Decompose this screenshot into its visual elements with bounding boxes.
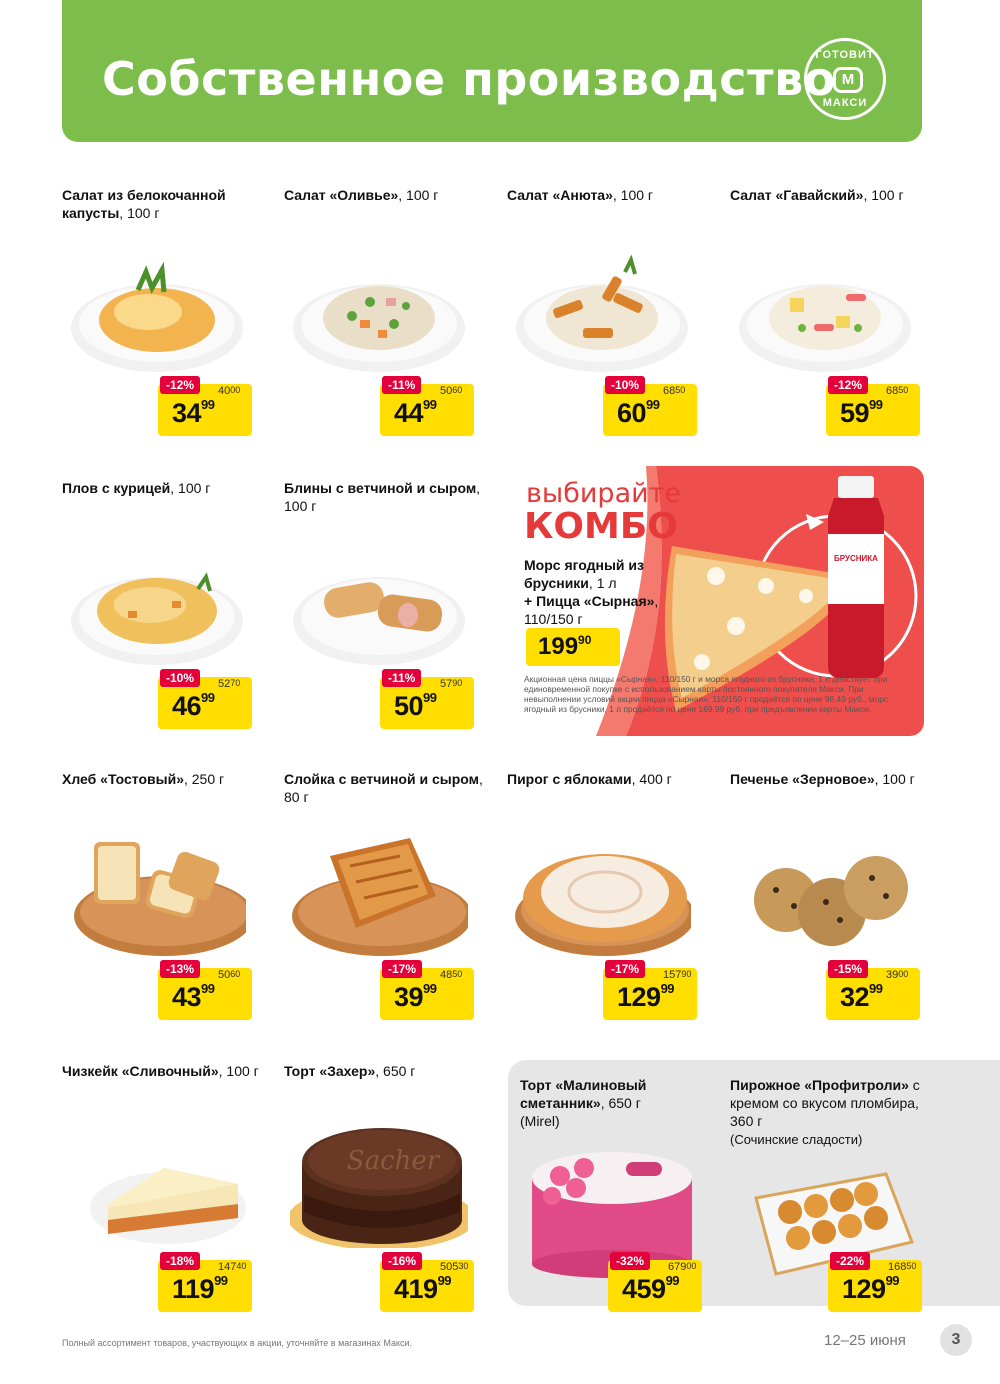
cake-inscription: Sacher <box>346 1146 440 1176</box>
cheesecake-icon <box>68 1108 246 1248</box>
price-tag <box>380 378 474 436</box>
salad-anyuta-icon <box>513 232 691 372</box>
promo-dates: 12–25 июня <box>824 1332 906 1349</box>
discount-badge: -22% <box>830 1252 870 1270</box>
apple-pie-icon <box>513 816 691 956</box>
combo-title-line2: КОМБО <box>524 506 678 547</box>
price-tag <box>603 378 697 436</box>
toast-bread-icon <box>68 816 246 956</box>
old-price: $50^{60}$ <box>218 969 241 981</box>
product-card[interactable] <box>507 186 717 456</box>
current-price: $44^{99}$ <box>394 397 437 428</box>
old-price: $157^{90}$ <box>663 969 692 981</box>
discount-badge: -11% <box>382 669 421 687</box>
product-name: Торт «Захер», 650 г <box>284 1063 416 1079</box>
discount-badge: -13% <box>160 960 200 978</box>
header-banner <box>62 0 922 142</box>
combo-price: $199^{90}$ <box>526 628 620 666</box>
current-price: $50^{99}$ <box>394 690 437 721</box>
old-price: $679^{00}$ <box>668 1261 697 1273</box>
price-tag <box>158 671 252 729</box>
product-name: Пирожное «Профитроли» с кремом со вкусом пломбира, 360 г (Сочинские сладости) <box>730 1077 920 1147</box>
footer-disclaimer: Полный ассортимент товаров, участвующих в акции, уточняйте в магазинах Макси. <box>62 1338 413 1348</box>
puff-pastry-icon <box>290 816 468 956</box>
product-card[interactable] <box>507 770 717 1040</box>
price-tag <box>826 962 920 1020</box>
product-name: Блины с ветчиной и сыром, 100 г <box>284 480 481 514</box>
product-card[interactable] <box>62 186 272 456</box>
price-tag <box>826 378 920 436</box>
price-tag <box>380 1254 474 1312</box>
old-price: $68^{50}$ <box>663 385 686 397</box>
salad-cabbage-icon <box>68 232 246 372</box>
logo-letter: M <box>833 67 863 93</box>
discount-badge: -10% <box>160 669 200 687</box>
old-price: $147^{40}$ <box>218 1261 247 1273</box>
page-title: Собственное производство <box>102 52 836 106</box>
current-price: $59^{99}$ <box>840 397 883 428</box>
discount-badge: -18% <box>160 1252 200 1270</box>
price-tag <box>828 1254 922 1312</box>
current-price: $43^{99}$ <box>172 981 215 1012</box>
discount-badge: -12% <box>828 376 868 394</box>
logo-text-top: ГОТОВИТ <box>815 49 875 61</box>
product-name: Салат из белокочанной капусты, 100 г <box>62 187 226 221</box>
old-price: $57^{90}$ <box>440 678 463 690</box>
old-price: $68^{50}$ <box>886 385 909 397</box>
sacher-cake-icon <box>290 1108 468 1248</box>
bottle-label: БРУСНИКА <box>834 554 878 563</box>
current-price: $459^{99}$ <box>622 1273 680 1304</box>
combo-offer-panel[interactable] <box>506 466 924 736</box>
old-price: $52^{70}$ <box>218 678 241 690</box>
product-name: Салат «Гавайский», 100 г <box>730 187 904 203</box>
product-card[interactable] <box>284 1062 494 1332</box>
old-price: $50^{60}$ <box>440 385 463 397</box>
old-price: $168^{50}$ <box>888 1261 917 1273</box>
current-price: $32^{99}$ <box>840 981 883 1012</box>
product-name: Салат «Оливье», 100 г <box>284 187 439 203</box>
discount-badge: -12% <box>160 376 200 394</box>
product-name: Слойка с ветчиной и сыром, 80 г <box>284 771 483 805</box>
old-price: $40^{00}$ <box>218 385 241 397</box>
product-card[interactable] <box>730 186 940 456</box>
product-name: Пирог с яблоками, 400 г <box>507 771 672 787</box>
pilaf-icon <box>68 525 246 665</box>
current-price: $129^{99}$ <box>842 1273 900 1304</box>
discount-badge: -11% <box>382 376 421 394</box>
price-tag <box>380 671 474 729</box>
product-card[interactable] <box>730 770 940 1040</box>
price-tag <box>158 1254 252 1312</box>
old-price: $39^{00}$ <box>886 969 909 981</box>
current-price: $119^{99}$ <box>172 1273 228 1304</box>
product-card[interactable] <box>62 770 272 1040</box>
current-price: $419^{99}$ <box>394 1273 452 1304</box>
product-name: Торт «Малиновый сметанник», 650 г (Mirel) <box>520 1077 647 1129</box>
current-price: $46^{99}$ <box>172 690 215 721</box>
current-price: $34^{99}$ <box>172 397 215 428</box>
discount-badge: -16% <box>382 1252 422 1270</box>
logo-text-bottom: МАКСИ <box>822 97 868 109</box>
combo-product-name: Морс ягодный из брусники, 1 л + Пицца «Сырная», 110/150 г <box>524 557 659 627</box>
price-tag <box>158 962 252 1020</box>
price-tag <box>380 962 474 1020</box>
price-tag <box>608 1254 702 1312</box>
product-card[interactable] <box>62 479 272 749</box>
product-name: Плов с курицей, 100 г <box>62 480 211 496</box>
page-number: 3 <box>940 1324 972 1356</box>
product-card[interactable] <box>520 1076 730 1346</box>
old-price: $48^{50}$ <box>440 969 463 981</box>
old-price: $505^{30}$ <box>440 1261 469 1273</box>
product-card[interactable] <box>284 770 494 1040</box>
combo-title-line1: выбирайте <box>526 478 681 509</box>
product-card[interactable] <box>284 479 494 749</box>
current-price: $39^{99}$ <box>394 981 437 1012</box>
cookies-icon <box>736 816 914 956</box>
price-tag <box>158 378 252 436</box>
combo-terms: Акционная цена пиццы «Сырная», 110/150 г и морса ягодного из брусники, 1 л действует при единовременной покупке с использованием карты постоянного покупателя Макси. При невыполнении условий акции пицца «Сырная», 110/150 г продаётся по цене 96,49 руб., морс ягодный из брусники, 1 л продаётся по цене 169,99 руб. при предъявлении карты Макси. <box>524 674 889 714</box>
product-name: Чизкейк «Сливочный», 100 г <box>62 1063 259 1079</box>
pancakes-icon <box>290 525 468 665</box>
discount-badge: -15% <box>828 960 868 978</box>
product-card[interactable] <box>730 1076 940 1346</box>
current-price: $60^{99}$ <box>617 397 660 428</box>
product-name: Печенье «Зерновое», 100 г <box>730 771 915 787</box>
discount-badge: -17% <box>605 960 645 978</box>
product-card[interactable] <box>62 1062 272 1332</box>
discount-badge: -10% <box>605 376 645 394</box>
discount-badge: -32% <box>610 1252 650 1270</box>
salad-hawaiian-icon <box>736 232 914 372</box>
product-name: Салат «Анюта», 100 г <box>507 187 654 203</box>
salad-olivier-icon <box>290 232 468 372</box>
product-name: Хлеб «Тостовый», 250 г <box>62 771 225 787</box>
current-price: $129^{99}$ <box>617 981 675 1012</box>
product-card[interactable] <box>284 186 494 456</box>
discount-badge: -17% <box>382 960 422 978</box>
gotovit-maksi-logo <box>804 38 886 120</box>
price-tag <box>603 962 697 1020</box>
